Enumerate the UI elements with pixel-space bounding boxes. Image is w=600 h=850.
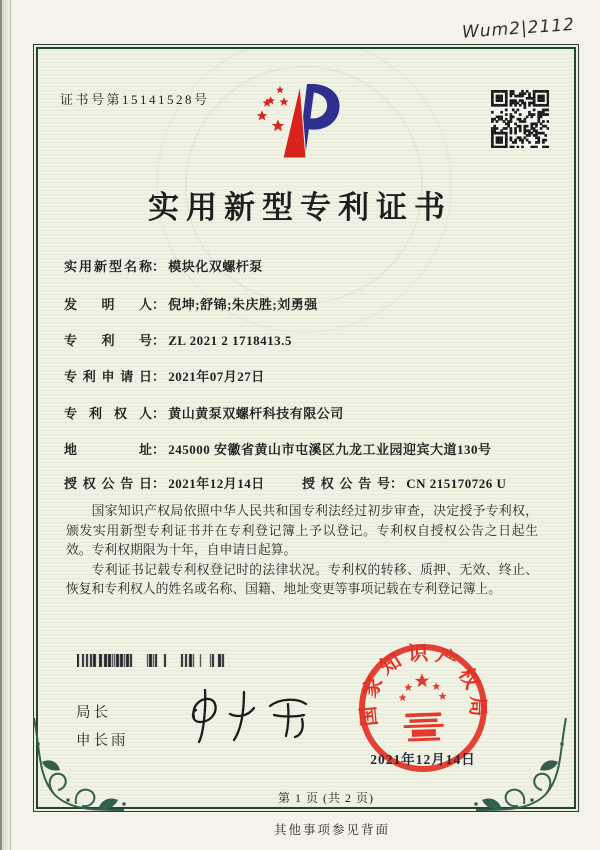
field-label: 专利申请日 [64, 369, 152, 384]
colon: ： [152, 442, 166, 457]
signer-title: 局长 [76, 705, 111, 721]
field-value: CN 215170726 U [406, 476, 507, 491]
seal-date: 2021年12月14日 [370, 752, 476, 767]
director-signature [178, 684, 313, 746]
field-value: 倪坤;舒锦;朱庆胜;刘勇强 [168, 297, 318, 312]
back-note: 其他事项参见背面 [273, 823, 390, 837]
field-label: 专利权人 [64, 406, 152, 421]
field-address [64, 439, 564, 458]
colon: ： [152, 476, 166, 491]
certificate-title: 实用新型专利证书 [148, 190, 452, 225]
field-grant-row [64, 473, 564, 492]
seal-agency-text: 国家知识产权局 [357, 642, 489, 728]
certificate-number: 证书号第15141528号 [60, 92, 210, 107]
legal-text [66, 502, 538, 600]
field-label: 授权公告号 [302, 476, 390, 491]
national-emblem-icon [398, 673, 448, 742]
field-value: ZL 2021 2 1718413.5 [168, 333, 292, 348]
qr-code [491, 90, 549, 148]
colon: ： [152, 406, 166, 421]
field-label: 地址 [64, 442, 152, 457]
field-label: 授权公告日 [64, 476, 152, 491]
signer-name: 申长雨 [76, 733, 129, 749]
field-patent-number [64, 330, 564, 349]
colon: ： [152, 259, 166, 274]
barcode [77, 654, 230, 667]
field-patentee [64, 403, 564, 422]
field-label: 实用新型名称 [64, 259, 152, 274]
cnipa-logo-icon [254, 82, 346, 164]
colon: ： [152, 333, 166, 348]
page-indicator: 第 1 页 (共 2 页) [278, 791, 374, 805]
field-label: 专利号 [64, 333, 152, 348]
field-inventors [64, 294, 564, 313]
field-grant-number [302, 473, 506, 492]
colon: ： [152, 297, 166, 312]
handwritten-annotation: Wum2|2112 [461, 14, 576, 43]
legal-paragraph: 国家知识产权局依照中华人民共和国专利法经过初步审查，决定授予专利权，颁发实用新型专利证书并在专利登记簿上予以登记。专利权自授权公告之日起生效。专利权期限为十年，自申请日起算。 [66, 504, 538, 557]
colon: ： [390, 476, 404, 491]
field-value: 黄山黄泵双螺杆科技有限公司 [168, 406, 344, 421]
field-value: 245000 安徽省黄山市屯溪区九龙工业园迎宾大道130号 [168, 442, 492, 457]
legal-paragraph: 专利证书记载专利权登记时的法律状况。专利权的转移、质押、无效、终止、恢复和专利权人的姓名或名称、国籍、地址变更等事项记载在专利登记簿上。 [66, 562, 538, 596]
field-value: 2021年07月27日 [168, 369, 265, 384]
field-value: 模块化双螺杆泵 [168, 259, 263, 274]
field-filing-date [64, 366, 564, 385]
field-utility-model-name [64, 256, 564, 275]
field-value: 2021年12月14日 [168, 476, 265, 491]
colon: ： [152, 369, 166, 384]
field-label: 发明人 [64, 297, 152, 312]
scan-edge-artifact [0, 0, 11, 850]
